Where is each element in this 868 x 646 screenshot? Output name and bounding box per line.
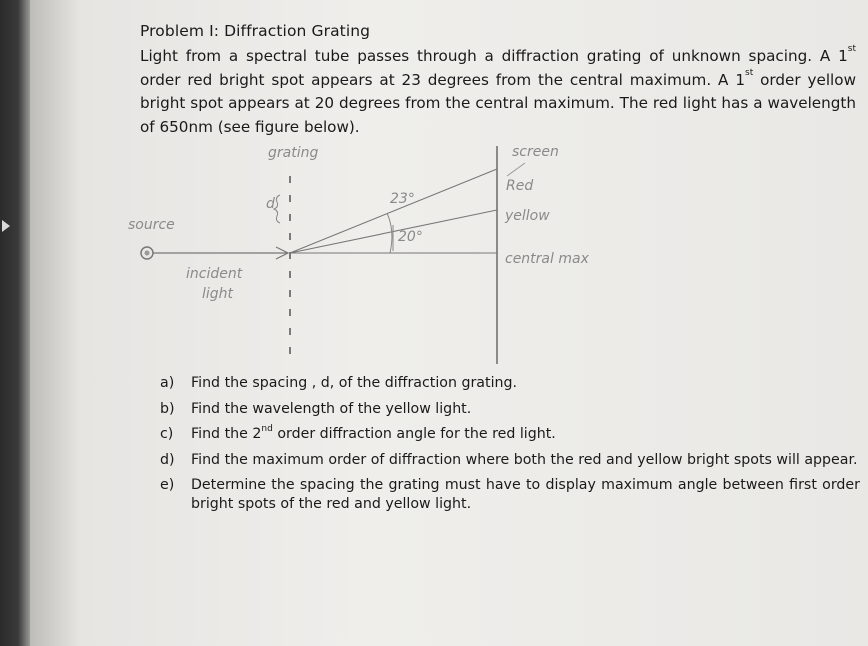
red-label: Red <box>506 178 534 194</box>
question-label: a) <box>160 375 175 391</box>
question-item <box>160 451 860 470</box>
screen-label: screen <box>512 144 559 160</box>
intro-sup-2: st <box>745 67 754 78</box>
question-text: Find the spacing , d, of the diffraction grating. <box>191 375 518 391</box>
question-item <box>160 476 860 514</box>
yellow-label: yellow <box>505 208 550 224</box>
question-label: c) <box>160 426 174 442</box>
question-label: b) <box>160 400 175 417</box>
question-text-part: Find the 2 <box>191 426 262 442</box>
question-text: Find the wavelength of the yellow light. <box>191 400 472 417</box>
question-item <box>160 400 860 419</box>
problem-title: Problem I: Diffraction Grating <box>140 22 371 40</box>
question-text-part: order diffraction angle for the red light. <box>272 426 556 442</box>
central-max-label: central max <box>505 251 589 267</box>
question-sup: nd <box>261 424 273 434</box>
question-item <box>160 374 860 393</box>
question-text <box>191 425 860 444</box>
angle-23-label: 23° <box>390 191 415 207</box>
light-label: light <box>202 286 234 302</box>
incident-label: incident <box>186 266 243 282</box>
intro-text-3: order yellow bright spot appears at 20 degrees from the central maximum. The red light has a wavelength of 650nm (see figure below). <box>140 70 856 136</box>
spacing-brace-icon <box>274 195 280 223</box>
intro-sup-1: st <box>847 44 856 54</box>
source-center <box>145 251 150 256</box>
question-text: Find the maximum order of diffraction where both the red and yellow bright spots will appear. <box>191 451 858 468</box>
angle-20-label: 20° <box>398 229 423 245</box>
screen-pointer-icon <box>507 163 525 176</box>
question-label: d) <box>160 451 175 468</box>
source-label: source <box>128 217 175 233</box>
question-list <box>160 374 860 521</box>
intro-text-1: Light from a spectral tube passes through a diffraction grating of unknown spacing. A 1 <box>140 47 848 65</box>
spacing-d-label: d <box>266 196 275 212</box>
question-text: Determine the spacing the grating must have to display maximum angle between first order bright spots of the red and yellow light. <box>191 477 860 512</box>
question-label: e) <box>160 477 175 493</box>
question-item <box>160 425 860 444</box>
intro-text-2: order red bright spot appears at 23 degrees from the central maximum. A 1 <box>140 70 745 89</box>
grating-label: grating <box>268 145 319 161</box>
